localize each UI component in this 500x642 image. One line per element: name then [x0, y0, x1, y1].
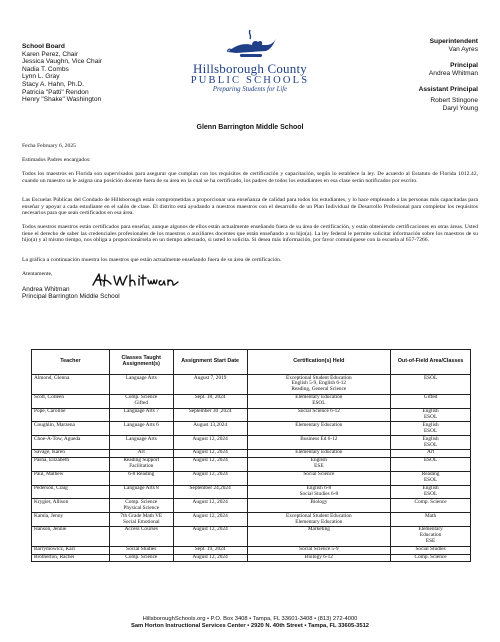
- certifications-cell: Social Science: [247, 471, 391, 485]
- certifications-cell: English 6-8 Social Studies 6-8: [247, 485, 391, 499]
- certifications-cell: Exceptional Student Education Elementary Education: [247, 513, 391, 527]
- administration-list: [419, 38, 478, 112]
- school-board-heading: School Board: [22, 43, 65, 50]
- certifications-cell: Business Ed 6-12: [247, 436, 391, 450]
- superintendent-name: Van Ayres: [448, 45, 478, 53]
- classes-cell: 6-8 Reading: [109, 471, 173, 485]
- column-header-teacher: Teacher: [32, 350, 110, 375]
- certifications-cell: Elementary Education: [247, 449, 391, 457]
- out-of-field-cell: Math: [391, 513, 471, 527]
- teacher-cell: Pasha, Elizabeth: [32, 457, 110, 471]
- board-member: Jessica Vaughn, Vice Chair: [22, 58, 103, 66]
- assistant-principal-heading: Assistant Principal: [418, 86, 478, 94]
- out-of-field-cell: English ESOL: [391, 422, 471, 436]
- start-date-cell: August 12, 2024: [173, 457, 247, 471]
- start-date-cell: August 12, 2024: [173, 554, 247, 562]
- certifications-cell: Biology: [247, 499, 391, 513]
- start-date-cell: August 13,2024: [173, 422, 247, 436]
- out-of-field-cell: Reading ESOL: [391, 471, 471, 485]
- out-of-field-cell: ESOL: [391, 375, 471, 395]
- signer-block: [22, 286, 120, 301]
- principal-name: Andrea Whitman: [428, 69, 478, 77]
- table-row: [32, 449, 471, 457]
- table-header-row: [32, 350, 471, 375]
- start-date-cell: August 12, 2024: [173, 471, 247, 485]
- classes-cell: 7th Grade Math VE Social Emotional: [109, 513, 173, 527]
- certifications-cell: Exceptional Student Education English 5-9, English 6-12 Reading, General Science: [247, 375, 391, 395]
- classes-cell: Access Courses: [109, 526, 173, 546]
- teacher-cell: Choe-A-Tow, Agueda: [32, 436, 110, 450]
- principal-heading: Principal: [450, 62, 478, 70]
- table-row: [32, 485, 471, 499]
- column-header-classes: Classes Taught Assignment(s): [109, 350, 173, 375]
- classes-cell: Language Arts: [109, 436, 173, 450]
- out-of-field-cell: English ESOL: [391, 436, 471, 450]
- classes-cell: Language Arts: [109, 375, 173, 395]
- footer-contact: HillsboroughSchools.org • P.O. Box 3408 • Tampa, FL 33601-3408 • (813) 272-4000: [142, 616, 358, 622]
- out-of-field-cell: Elementary Education ESE: [391, 526, 471, 546]
- school-name: Glenn Barrington Middle School: [196, 124, 304, 131]
- superintendent-heading: Superintendent: [429, 38, 478, 45]
- classes-cell: Social Studies: [109, 546, 173, 554]
- paragraph-3: Todos nuestros maestros están certificados para enseñar, aunque algunos de ellos están actualmente enseñando fuera de su área de certificación, y están obteniendo certificaciones en otras áreas. Usted tiene el derecho de saber las credenciales profesionales de los maestros o auxiliares docentes que están enseñando a su hijo(a). La ley federal le permite solicitar información sobre los maestros de su hijo(a) y al mismo tiempo, nos obliga a proporcionársela en un tiempo adecuado, si usted lo solicita. Si desea más información, por favor comuníquese con la escuela al 657-7266.: [22, 224, 478, 244]
- classes-cell: Language Arts 7: [109, 408, 173, 422]
- table-row: [32, 471, 471, 485]
- assistant-principal-name: Daryl Young: [442, 104, 478, 112]
- teacher-cell: Krygier, Allison: [32, 499, 110, 513]
- certifications-cell: Elementary Education: [247, 422, 391, 436]
- teacher-cell: Hanson, Jennie: [32, 526, 110, 546]
- start-date-cell: August 12, 2024: [173, 526, 247, 546]
- table-row: [32, 457, 471, 471]
- teacher-cell: Almond, Glenna: [32, 375, 110, 395]
- school-board-list: [22, 43, 102, 104]
- table-row: [32, 394, 471, 408]
- classes-cell: Art: [109, 449, 173, 457]
- out-of-field-cell: Gifted: [391, 394, 471, 408]
- greeting: Estimados Padres encargados:: [22, 157, 91, 163]
- out-of-field-cell: ESOL: [391, 457, 471, 471]
- teacher-cell: Coughlin, Marzena: [32, 422, 110, 436]
- board-member: Stacy A. Hahn, Ph.D.: [22, 80, 84, 88]
- start-date-cell: August 12, 2024: [173, 499, 247, 513]
- table-row: [32, 554, 471, 562]
- column-header-certifications: Certification(s) Held: [247, 350, 391, 375]
- teacher-cell: Pederson, Craig: [32, 485, 110, 499]
- certifications-cell: Biology 6-12: [247, 554, 391, 562]
- teacher-cell: Brotherton, Rachel: [32, 554, 110, 562]
- table-row: [32, 375, 471, 395]
- teacher-cell: Barrymowicz, Karl: [32, 546, 110, 554]
- column-header-out-of-field: Out-of-Field Area/Classes: [391, 350, 471, 375]
- out-of-field-cell: English ESOL: [391, 485, 471, 499]
- out-of-field-cell: Social Studies: [391, 546, 471, 554]
- table-row: [32, 436, 471, 450]
- classes-cell: Comp. Science Physical Science: [109, 499, 173, 513]
- teacher-cell: Pope, Caroline: [32, 408, 110, 422]
- district-tagline: Preparing Students for Life: [212, 86, 288, 93]
- signer-name: Andrea Whitman: [22, 286, 70, 293]
- column-header-start-date: Assignment Start Date: [173, 350, 247, 375]
- start-date-cell: September 24,2024: [173, 485, 247, 499]
- board-member: Karen Perez, Chair: [22, 50, 79, 58]
- district-subtitle: PUBLIC SCHOOLS: [190, 75, 310, 86]
- table-body: [32, 375, 471, 562]
- out-of-field-cell: Comp. Science: [391, 554, 471, 562]
- certifications-cell: Social Science 6-12: [247, 408, 391, 422]
- table-row: [32, 408, 471, 422]
- district-logo: [170, 26, 330, 94]
- classes-cell: Language Arts 8: [109, 485, 173, 499]
- table-row: [32, 546, 471, 554]
- start-date-cell: August 12, 2024: [173, 449, 247, 457]
- out-of-field-teachers-table: [31, 349, 471, 562]
- teacher-cell: Scott, Colleen: [32, 394, 110, 408]
- out-of-field-cell: English ESOL: [391, 408, 471, 422]
- start-date-cell: September 30 ,2024: [173, 408, 247, 422]
- board-member: Henry "Shake" Washington: [22, 96, 102, 104]
- paragraph-2: Las Escuelas Públicas del Condado de Hillsborough están comprometidas a proporcionar una enseñanza de calidad para todos los estudiantes, y lo hace empleando a las personas más capacitadas para enseñar y apoyar a cada estudiante en el salón de clase. El distrito está ayudando a nuestros maestros con el desarrollo de un Plan Individual de Desarrollo Profesional para completar los requisitos necesarios para que sean certificados en esa área.: [22, 197, 478, 217]
- table-row: [32, 499, 471, 513]
- certifications-cell: Social Science 5-9: [247, 546, 391, 554]
- start-date-cell: August 7, 2019: [173, 375, 247, 395]
- lamp-of-knowledge-icon: [222, 26, 278, 62]
- start-date-cell: Sept. 18, 2024: [173, 394, 247, 408]
- teacher-cell: Savage, Karen: [32, 449, 110, 457]
- closing: Atentamente,: [22, 271, 53, 277]
- certifications-cell: Marketing: [247, 526, 391, 546]
- table-row: [32, 526, 471, 546]
- classes-cell: Comp. Science Gifted: [109, 394, 173, 408]
- date-line: Fecha February 6, 2025: [22, 143, 77, 149]
- teacher-cell: Kamla, Jenny: [32, 513, 110, 527]
- certifications-cell: English ESE: [247, 457, 391, 471]
- paragraph-1: Todos los maestros en Florida son supervisados para asegurar que cumplan con los requisitos de certificación y capacitación, según lo establece la ley. De acuerdo al Estatuto de Florida 1012.42, cuando un maestro se le asigna una posición docente fuera de su área en la cual se ha certificado, los padres de todos los estudiantes en esa clase serán notificados por escrito.: [22, 171, 478, 184]
- footer-address: Sam Horton Instructional Services Center • 2920 N. 40th Street • Tampa, FL 33605-3512: [130, 623, 370, 629]
- district-name: Hillsborough County: [193, 61, 307, 76]
- start-date-cell: August 12, 2024: [173, 436, 247, 450]
- signer-title: Principal Barrington Middle School: [22, 293, 120, 301]
- certifications-cell: Elementary Education ESOL: [247, 394, 391, 408]
- classes-cell: Comp. Science: [109, 554, 173, 562]
- assistant-principal-name: Robert Stingone: [430, 96, 478, 104]
- board-member: Nadia T. Combs: [22, 65, 69, 73]
- classes-cell: Reading Support Facilitation: [109, 457, 173, 471]
- out-of-field-cell: Art: [391, 449, 471, 457]
- table-row: [32, 513, 471, 527]
- classes-cell: Language Arts 6: [109, 422, 173, 436]
- table-row: [32, 422, 471, 436]
- start-date-cell: August 12, 2024: [173, 513, 247, 527]
- out-of-field-cell: Comp. Science: [391, 499, 471, 513]
- paragraph-4: La gráfica a continuación muestra los maestros que están actualmente enseñando fuera de su área de certificación.: [22, 257, 282, 263]
- board-member: Patricia "Patti" Rendon: [22, 88, 89, 96]
- board-member: Lynn L. Gray: [22, 73, 60, 81]
- teacher-cell: Paul, Mathew: [32, 471, 110, 485]
- start-date-cell: Sept. 19, 2024: [173, 546, 247, 554]
